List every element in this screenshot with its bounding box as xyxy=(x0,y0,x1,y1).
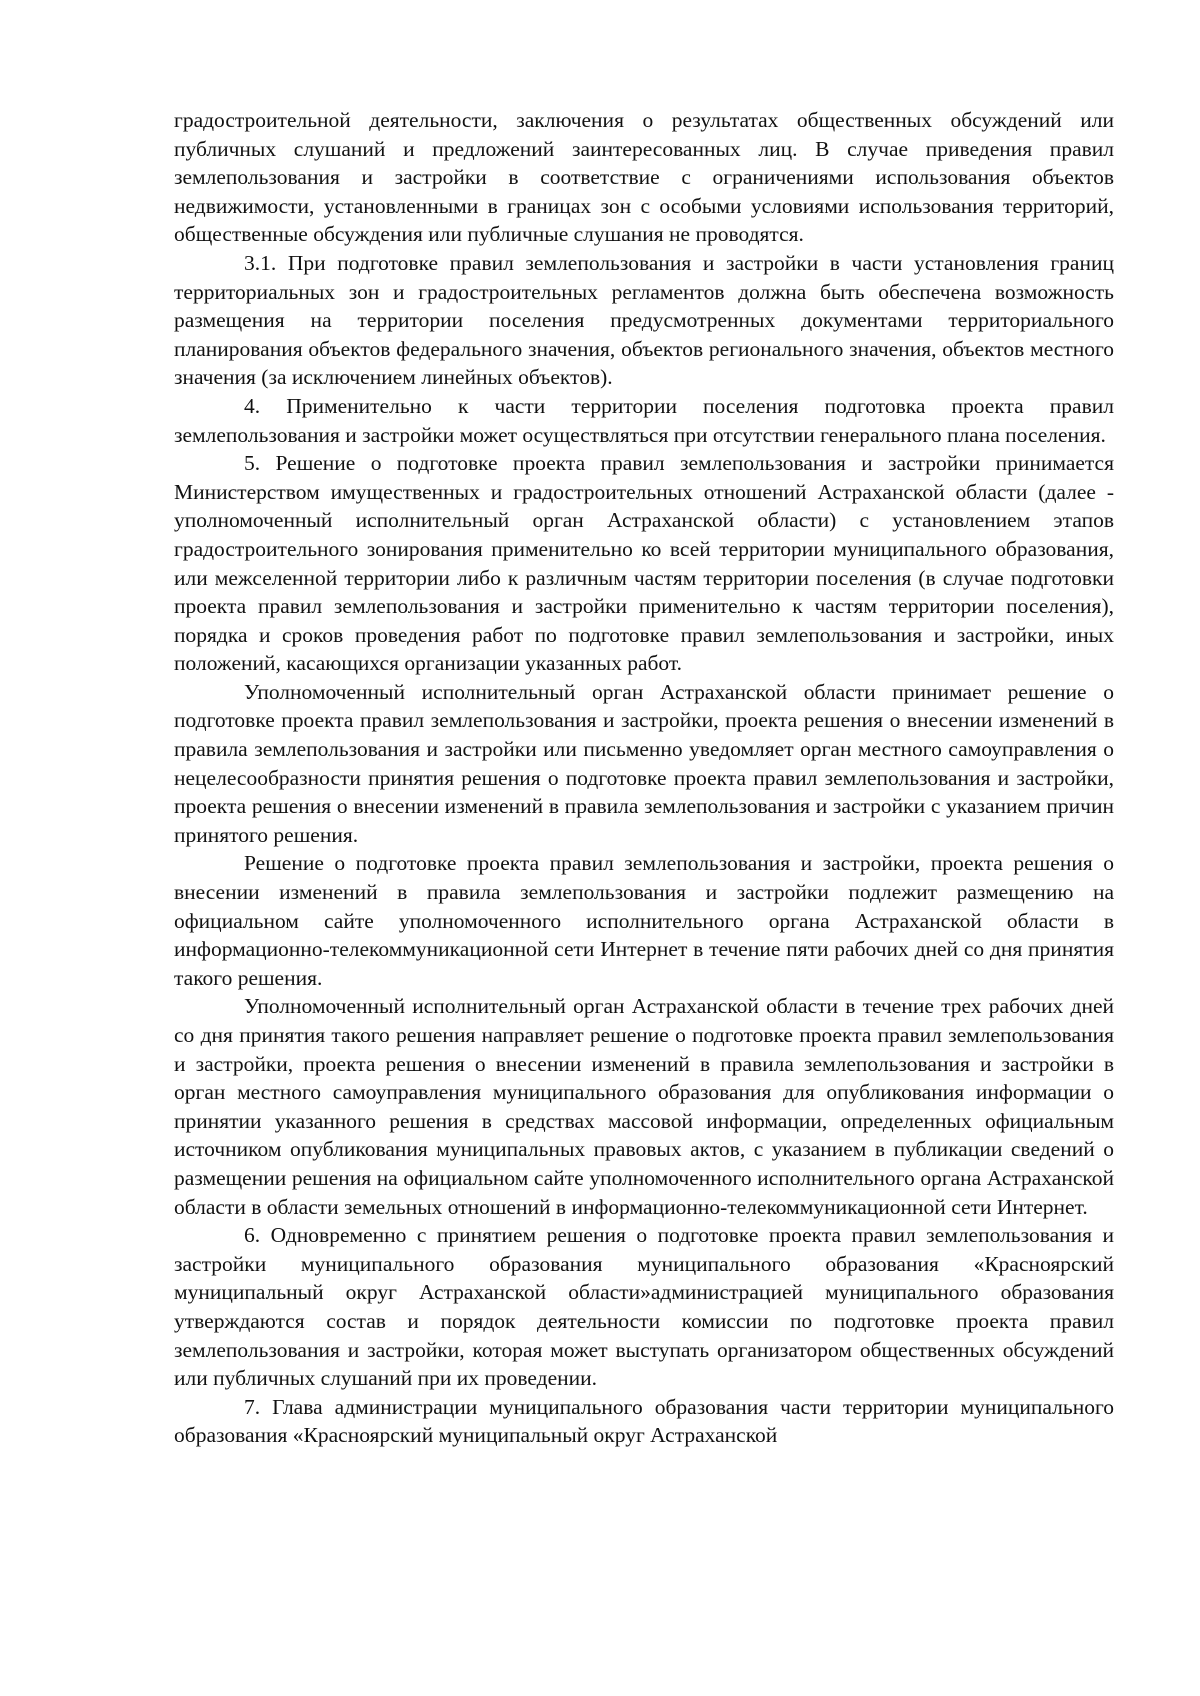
paragraph-5-decision: Уполномоченный исполнительный орган Астраханской области принимает решение о подготовке проекта правил землепользования и застройки, проекта решения о внесении изменений в правила землепользования и застройки или письменно уведомляет орган местного самоуправления о нецелесообразности принятия решения о подготовке проекта правил землепользования и застройки, проекта решения о внесении изменений в правила землепользования и застройки с указанием причин принятого решения. xyxy=(174,679,1114,847)
paragraph-5-notification: Уполномоченный исполнительный орган Астраханской области в течение трех рабочих дней со дня принятия такого решения направляет решение о подготовке проекта правил землепользования и застройки, проекта решения о внесении изменений в правила землепользования и застройки в орган местного самоуправления муниципального образования для опубликования информации о принятии указанного решения в средствах массовой информации, определенных официальным источником опубликования муниципальных правовых актов, с указанием в публикации сведений о размещении решения на официальном сайте уполномоченного исполнительного органа Астраханской области в области земельных отношений в информационно-телекоммуникационной сети Интернет. xyxy=(174,994,1114,1219)
paragraph-7: 7. Глава администрации муниципального образования части территории муниципального образования «Красноярский муниципальный округ Астраханской xyxy=(174,1394,1114,1448)
paragraph-zoning-intro: градостроительной деятельности, заключения о результатах общественных обсуждений или публичных слушаний и предложений заинтересованных лиц. В случае приведения правил землепользования и застройки в соответствие с ограничениями использования объектов недвижимости, установленными в границах зон с особыми условиями использования территорий, общественные обсуждения или публичные слушания не проводятся. xyxy=(174,108,1114,247)
paragraph-6: 6. Одновременно с принятием решения о подготовке проекта правил землепользования и застройки муниципального образования муниципального образования «Красноярский муниципальный округ Астраханской области»администрацией муниципального образования утверждаются состав и порядок деятельности комиссии по подготовке проекта правил землепользования и застройки, которая может выступать организатором общественных обсуждений или публичных слушаний при их проведении. xyxy=(174,1223,1114,1391)
paragraph-3-1: 3.1. При подготовке правил землепользования и застройки в части установления границ территориальных зон и градостроительных регламентов должна быть обеспечена возможность размещения на территории поселения предусмотренных документами территориального планирования объектов федерального значения, объектов регионального значения, объектов местного значения (за исключением линейных объектов). xyxy=(174,250,1114,390)
document-body xyxy=(174,106,1114,1450)
paragraph-5-publication: Решение о подготовке проекта правил землепользования и застройки, проекта решения о внесении изменений в правила землепользования и застройки подлежит размещению на официальном сайте уполномоченного исполнительного органа Астраханской области в информационно-телекоммуникационной сети Интернет в течение пяти рабочих дней со дня принятия такого решения. xyxy=(174,851,1114,990)
paragraph-4: 4. Применительно к части территории поселения подготовка проекта правил землепользования и застройки может осуществляться при отсутствии генерального плана поселения. xyxy=(174,393,1114,447)
paragraph-5: 5. Решение о подготовке проекта правил землепользования и застройки принимается Министерством имущественных и градостроительных отношений Астраханской области (далее - уполномоченный исполнительный орган Астраханской области) с установлением этапов градостроительного зонирования применительно ко всей территории муниципального образования, или межселенной территории либо к различным частям территории поселения (в случае подготовки проекта правил землепользования и застройки применительно к частям территории поселения), порядка и сроков проведения работ по подготовке правил землепользования и застройки, иных положений, касающихся организации указанных работ. xyxy=(174,451,1114,676)
